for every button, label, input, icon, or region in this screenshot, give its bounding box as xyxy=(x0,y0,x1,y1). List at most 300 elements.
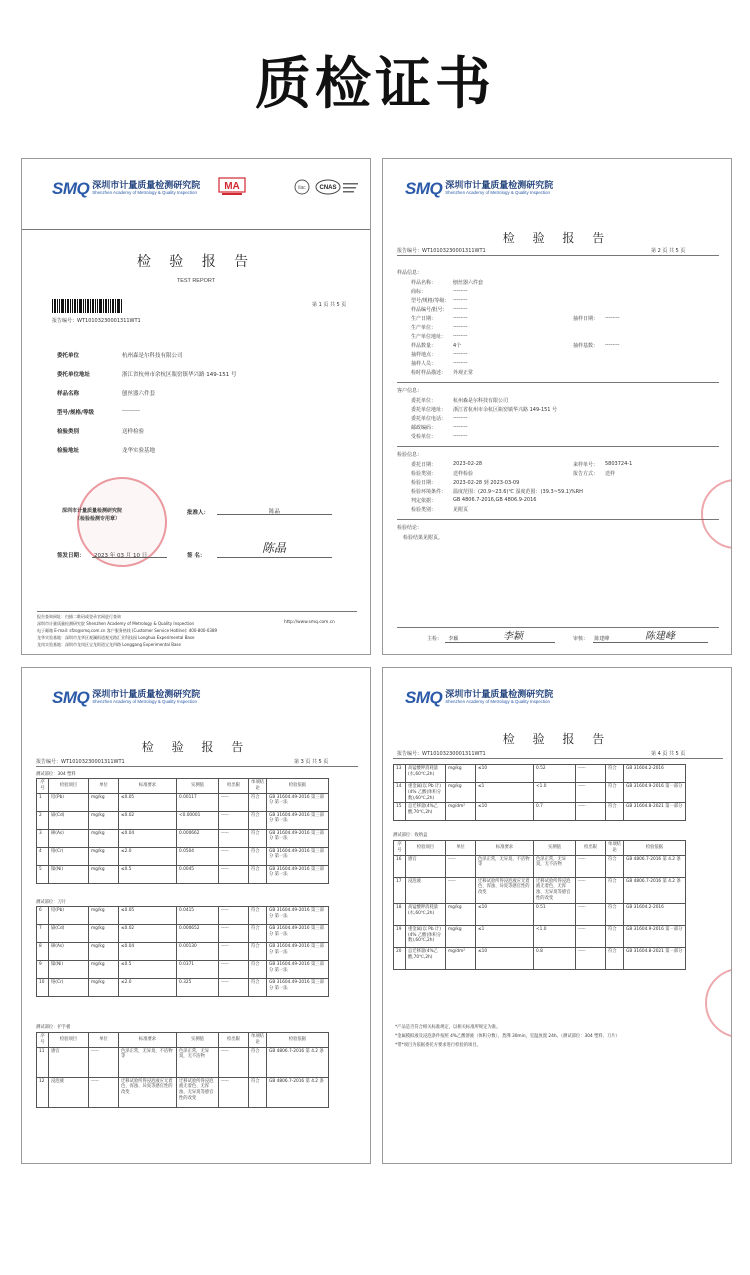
table-cell: <0.00001 xyxy=(177,811,219,829)
table-cell: mg/kg xyxy=(446,925,476,947)
table-header-row xyxy=(37,779,329,794)
column-header: 单位 xyxy=(89,779,119,794)
info-label: 委托单位： xyxy=(411,398,437,404)
info-value: 送样检验 xyxy=(453,471,474,477)
table-cell: 镉(Cd) xyxy=(49,925,89,943)
column-header: 检验项目 xyxy=(406,841,446,856)
table-cell: mg/kg xyxy=(89,865,119,883)
table-row xyxy=(394,903,686,925)
table-cell: 16 xyxy=(394,855,406,877)
table-cell: GB 4806.7-2016 第 4.2 条 xyxy=(267,1047,329,1077)
field-value: --------- xyxy=(122,408,140,414)
table-cell: mg/kg xyxy=(446,903,476,925)
column-header: 序号 xyxy=(37,779,49,794)
field-label: 委托单位地址 xyxy=(57,372,91,378)
info-value: -------- xyxy=(453,415,468,421)
report-no-label: 报告编号： xyxy=(52,318,78,324)
reviewer-signature: 陈建峰 xyxy=(645,631,675,642)
info-value: -------- xyxy=(453,315,468,321)
table-cell: 6 xyxy=(37,907,49,925)
table-row xyxy=(37,979,329,997)
table-cell: 0.7 xyxy=(534,803,576,821)
table-cell: 符合 xyxy=(249,811,267,829)
table-cell: mg/kg xyxy=(89,829,119,847)
results-table xyxy=(36,1032,329,1108)
info-value: -------- xyxy=(605,342,620,348)
table-cell: 色泽正常，无异臭，无不洁物 xyxy=(177,1047,219,1077)
table-cell: GB 4806.7-2016 第 4.2 条 xyxy=(624,877,686,903)
table-cell: ≤0.02 xyxy=(119,811,177,829)
info-value: -------- xyxy=(453,360,468,366)
table-cell: ≤0.04 xyxy=(119,829,177,847)
report-page-2 xyxy=(382,158,732,655)
table-cell: GB 4806.7-2016 第 4.2 条 xyxy=(624,855,686,877)
table-row xyxy=(394,947,686,969)
table-cell: ≤10 xyxy=(476,947,534,969)
section-label: 测试部位：刀片 xyxy=(36,900,67,905)
info-label: 生产日期： xyxy=(411,316,437,322)
field-label: 检验地址 xyxy=(57,448,80,454)
footer-line: 报告查询网址：扫描二维码或登录官网进行查询 xyxy=(37,614,121,619)
info-value: -------- xyxy=(453,324,468,330)
divider xyxy=(397,382,719,383)
column-header: 标准要求 xyxy=(119,1033,177,1048)
info-value: -------- xyxy=(605,315,620,321)
info-label: 生产单位： xyxy=(411,325,437,331)
footer-line: 龙华实验基地：深圳市龙华区观澜街道观光路汇业科技园 Longhua Experimental Base xyxy=(37,635,195,640)
table-cell: ----- xyxy=(219,907,249,925)
smq-logo: SMQ xyxy=(52,179,90,198)
table-row xyxy=(394,877,686,903)
cnas-logo-text: CNAS xyxy=(319,185,337,191)
table-cell: ----- xyxy=(576,903,606,925)
footer-line: 龙岗实验基地：深圳市龙岗区宝龙街道宝龙四路 Longgang Experimental Base xyxy=(37,642,181,647)
table-cell: ≤0.5 xyxy=(119,961,177,979)
report-no-label: 报告编号： xyxy=(397,751,423,757)
table-cell: ≤1 xyxy=(476,925,534,947)
table-cell: ----- xyxy=(576,803,606,821)
info-value: 2023-02-28 xyxy=(453,461,483,467)
stamp-use: （检验检测专用章） xyxy=(75,516,121,522)
info-value: -------- xyxy=(453,288,468,294)
brand-name-en: Shenzhen Academy of Metrology & Quality Inspection xyxy=(445,190,550,196)
table-cell: 符合 xyxy=(606,877,624,903)
report-no: WT10103230001311WT1 xyxy=(422,751,486,757)
report-title: 检 验 报 告 xyxy=(136,254,256,270)
info-label: 生产单位地址： xyxy=(411,334,447,340)
barcode-icon xyxy=(52,299,123,313)
smq-brand xyxy=(52,179,200,199)
info-label: 商标： xyxy=(411,289,427,295)
table-row xyxy=(394,855,686,877)
table-cell: mg/kg xyxy=(89,979,119,997)
report-title: 检 验 报 告 xyxy=(502,231,612,245)
info-label: 判定依据： xyxy=(411,498,437,504)
info-label: 样品编号/批号： xyxy=(411,307,448,313)
table-cell: ----- xyxy=(219,829,249,847)
table-cell: 0.0371 xyxy=(177,961,219,979)
table-cell: 11 xyxy=(37,1047,49,1077)
report-page-4 xyxy=(382,667,732,1164)
column-header: 序号 xyxy=(37,1033,49,1048)
report-page-1 xyxy=(21,158,371,655)
report-no-label: 报告编号： xyxy=(36,759,62,765)
table-row xyxy=(37,793,329,811)
column-header: 实测值 xyxy=(534,841,576,856)
table-cell: 0.0504 xyxy=(177,847,219,865)
table-header-row xyxy=(37,1033,329,1048)
info-value: -------- xyxy=(453,433,468,439)
results-table xyxy=(36,778,329,884)
table-cell: mg/dm² xyxy=(446,947,476,969)
table-cell: mg/kg xyxy=(89,943,119,961)
table-row xyxy=(37,811,329,829)
table-cell: <1.0 xyxy=(534,925,576,947)
table-cell: 5 xyxy=(37,865,49,883)
info-value: 刨丝器六件套 xyxy=(453,280,484,286)
table-cell: 13 xyxy=(394,765,406,783)
results-table xyxy=(393,764,686,821)
info-label: 抽样地点： xyxy=(411,352,437,358)
info-value: -------- xyxy=(453,306,468,312)
section-header: 检验结论： xyxy=(397,525,423,531)
approver-name: 陈晶 xyxy=(269,509,281,515)
table-row xyxy=(37,961,329,979)
table-cell: ----- xyxy=(219,847,249,865)
section-label: 测试部位：304 塑料 xyxy=(36,772,76,777)
brand-name-cn: 深圳市计量质量检测研究院 xyxy=(92,689,201,700)
smq-logo: SMQ xyxy=(52,688,90,707)
table-cell: ----- xyxy=(219,925,249,943)
table-cell: ≤2.0 xyxy=(119,979,177,997)
footer-line: 深圳市计量质量检测研究院 Shenzhen Academy of Metrology & Quality Inspection xyxy=(37,621,195,626)
table-cell: GB 31604.2-2016 xyxy=(624,765,686,783)
table-cell: GB 31604.49-2016 第三部分 第一法 xyxy=(267,907,329,925)
smq-brand xyxy=(405,688,553,708)
smq-logo: SMQ xyxy=(405,179,443,198)
table-cell: ----- xyxy=(219,961,249,979)
table-cell: 浸泡液 xyxy=(49,1077,89,1107)
seal-edge-icon xyxy=(705,968,732,1038)
info-value: 浙江省杭州市余杭区瓶窑镇华兴路 149-151 号 xyxy=(453,407,558,413)
conclusion-text: 检验结果见附页。 xyxy=(403,535,444,541)
table-cell: 12 xyxy=(37,1077,49,1107)
info-label: 抽样基数： xyxy=(573,343,599,349)
table-cell: 7 xyxy=(37,925,49,943)
column-header: 单项结论 xyxy=(249,1033,267,1048)
table-cell: 高锰酸钾消耗量(水,60℃,2h) xyxy=(406,765,446,783)
table-cell: ≤10 xyxy=(476,903,534,925)
signature-label: 签 名： xyxy=(187,553,206,559)
table-cell: GB 31604.49-2016 第三部分 第一法 xyxy=(267,979,329,997)
table-cell: 18 xyxy=(394,903,406,925)
info-value: -------- xyxy=(453,333,468,339)
table-cell: ----- xyxy=(576,877,606,903)
table-cell: mg/kg xyxy=(89,793,119,811)
table-row xyxy=(394,783,686,803)
info-value: 杭州森是尔科技有限公司 xyxy=(453,398,509,404)
column-header: 标准要求 xyxy=(119,779,177,794)
cma-logo-text: MA xyxy=(224,181,240,192)
table-cell: 符合 xyxy=(249,961,267,979)
table-cell: 高锰酸钾消耗量(水,60℃,2h) xyxy=(406,903,446,925)
table-cell: ----- xyxy=(219,1077,249,1107)
info-label: 检时样品描述： xyxy=(411,370,447,376)
column-header: 序号 xyxy=(394,841,406,856)
column-header: 检验项目 xyxy=(49,779,89,794)
table-row xyxy=(37,1077,329,1107)
info-value: -------- xyxy=(453,297,468,303)
brand-name-en: Shenzhen Academy of Metrology & Quality Inspection xyxy=(445,699,550,705)
info-label: 抽样日期： xyxy=(573,316,599,322)
page-number: 第 2 页 共 5 页 xyxy=(651,248,686,254)
field-label: 型号/规格/等级 xyxy=(57,410,95,416)
column-header: 实测值 xyxy=(177,779,219,794)
brand-name-cn: 深圳市计量质量检测研究院 xyxy=(445,180,554,191)
table-cell: 17 xyxy=(394,877,406,903)
signature: 陈晶 xyxy=(262,541,287,555)
table-cell: ----- xyxy=(576,925,606,947)
table-cell: GB 31604.8-2021 第一部分 xyxy=(624,803,686,821)
info-label: 型号/规格/等级： xyxy=(411,298,450,304)
table-cell: 0.0045 xyxy=(177,865,219,883)
table-cell: 0.0415 xyxy=(177,907,219,925)
column-header: 检验依据 xyxy=(624,841,686,856)
table-cell: mg/kg xyxy=(446,783,476,803)
table-cell: mg/kg xyxy=(89,961,119,979)
brand-name-en: Shenzhen Academy of Metrology & Quality Inspection xyxy=(92,699,197,705)
info-value: GB 4806.7-2016,GB 4806.9-2016 xyxy=(453,497,537,503)
table-cell: mg/kg xyxy=(89,811,119,829)
table-cell: 20 xyxy=(394,947,406,969)
table-cell: GB 31604.49-2016 第三部分 第一法 xyxy=(267,793,329,811)
table-cell: GB 31604.49-2016 第三部分 第一法 xyxy=(267,961,329,979)
table-cell: 15 xyxy=(394,803,406,821)
table-cell: GB 4806.7-2016 第 4.2 条 xyxy=(267,1077,329,1107)
table-cell: 重金属(以 Pb 计)(4% 乙酸(体积分数),60℃,2h) xyxy=(406,783,446,803)
info-label: 检验类别： xyxy=(411,507,437,513)
table-cell: 总迁移量(4%乙酸,70℃,2h) xyxy=(406,947,446,969)
table-cell: ----- xyxy=(576,765,606,783)
table-cell: 符合 xyxy=(249,943,267,961)
info-value: 外观正常 xyxy=(453,370,474,376)
info-label: 来样单号： xyxy=(573,462,599,468)
seal-edge-icon xyxy=(701,479,732,549)
column-header: 单位 xyxy=(446,841,476,856)
table-cell: 符合 xyxy=(606,855,624,877)
table-cell: GB 31604.49-2016 第三部分 第一法 xyxy=(267,865,329,883)
section-header: 检验信息： xyxy=(397,452,423,458)
table-cell: 铅(Pb) xyxy=(49,793,89,811)
table-cell: 符合 xyxy=(249,907,267,925)
report-no: WT10103230001311WT1 xyxy=(77,318,141,324)
info-label: 检验日期： xyxy=(411,480,437,486)
field-value: 龙华实验基地 xyxy=(122,448,156,454)
table-cell: 0.000662 xyxy=(177,829,219,847)
table-cell: GB 31604.49-2016 第三部分 第一法 xyxy=(267,925,329,943)
report-no: WT10103230001311WT1 xyxy=(61,759,125,765)
table-cell: 符合 xyxy=(606,947,624,969)
table-cell: 0.8 xyxy=(534,947,576,969)
report-no: WT10103230001311WT1 xyxy=(422,248,486,254)
table-cell: 4 xyxy=(37,847,49,865)
info-value: 送样 xyxy=(605,471,616,477)
cnas-logo-icon xyxy=(292,177,362,197)
table-cell: 感官 xyxy=(49,1047,89,1077)
table-cell: ----- xyxy=(576,783,606,803)
table-cell: 镍(Ni) xyxy=(49,865,89,883)
footer-line: 电子邮箱 E-mail: sfzs@smq.com.cn 客户服务热线 (Customer Service Hotline): 400-800-0389 xyxy=(37,628,218,633)
table-cell: 浸泡液 xyxy=(406,877,446,903)
table-cell: 砷(As) xyxy=(49,829,89,847)
table-cell: GB 31604.49-2016 第三部分 第一法 xyxy=(267,811,329,829)
table-row xyxy=(394,803,686,821)
table-row xyxy=(37,829,329,847)
table-cell: 色泽正常，无异臭、不洁物等 xyxy=(119,1047,177,1077)
table-cell: mg/kg xyxy=(89,847,119,865)
reviewer-name: 陈建峰 xyxy=(594,636,610,642)
table-cell: ----- xyxy=(576,947,606,969)
column-header: 单项结论 xyxy=(606,841,624,856)
info-label: 委托单位地址： xyxy=(411,407,447,413)
table-row xyxy=(37,907,329,925)
table-cell: 符合 xyxy=(249,829,267,847)
table-cell: 色泽正常，无异臭、不洁物等 xyxy=(476,855,534,877)
stamp-org: 深圳市计量质量检测研究院 xyxy=(62,508,123,514)
table-cell: ----- xyxy=(219,979,249,997)
table-cell: 8 xyxy=(37,943,49,961)
column-header: 实测值 xyxy=(177,1033,219,1048)
info-label: 样品名称： xyxy=(411,280,437,286)
table-cell: ----- xyxy=(89,1077,119,1107)
table-cell: GB 31604.49-2016 第三部分 第一法 xyxy=(267,943,329,961)
svg-text:ilac: ilac xyxy=(298,185,306,191)
table-header-row xyxy=(394,841,686,856)
website-link[interactable]: http://www.smq.com.cn xyxy=(284,620,335,625)
table-cell: GB 31604.8-2021 第一部分 xyxy=(624,947,686,969)
smq-brand xyxy=(405,179,553,199)
info-value: 5803724-1 xyxy=(605,461,633,467)
table-cell: 符合 xyxy=(249,847,267,865)
table-cell: 符合 xyxy=(606,803,624,821)
table-cell: 3 xyxy=(37,829,49,847)
table-cell: 镍(Ni) xyxy=(49,961,89,979)
table-cell: 符合 xyxy=(249,793,267,811)
table-cell: GB 31604.49-2016 第三部分 第一法 xyxy=(267,847,329,865)
field-value: 送样检验 xyxy=(122,429,145,435)
table-cell: ≤0.05 xyxy=(119,793,177,811)
smq-logo: SMQ xyxy=(405,688,443,707)
note-line: *金属模拟液及浸泡条件按照 4%乙酸溶液（体积分数），煮沸 30min，室温放置 24h。（测试部位：304 塑料、刀片） xyxy=(395,1034,620,1039)
field-label: 检验类别 xyxy=(57,429,80,435)
issue-date-label: 签发日期： xyxy=(57,553,85,559)
divider xyxy=(397,519,719,520)
section-header: 样品信息： xyxy=(397,270,423,276)
table-row xyxy=(37,865,329,883)
column-header: 检验依据 xyxy=(267,1033,329,1048)
issue-date: 2023 年 03 月 10 日 xyxy=(94,553,148,559)
table-cell: 迁移试验所得浸泡液应无着色、浑浊、异臭等感官性的改变 xyxy=(476,877,534,903)
checker-signature: 李颖 xyxy=(503,631,523,642)
table-cell: mg/kg xyxy=(89,925,119,943)
checker-name: 李颖 xyxy=(448,636,459,642)
table-row xyxy=(37,847,329,865)
reviewer-label: 审核： xyxy=(573,636,589,642)
table-cell: 1 xyxy=(37,793,49,811)
info-label: 检验类别： xyxy=(411,471,437,477)
table-cell: ----- xyxy=(446,877,476,903)
table-cell: 符合 xyxy=(249,865,267,883)
field-value: 刨丝器六件套 xyxy=(122,391,156,397)
table-cell: 0.000652 xyxy=(177,925,219,943)
table-cell: 0.52 xyxy=(534,765,576,783)
table-cell: 色泽正常，无异臭，无不洁物 xyxy=(534,855,576,877)
info-label: 检验环境条件： xyxy=(411,489,447,495)
table-cell: ≤1 xyxy=(476,783,534,803)
info-value: 温度范围：(20.9~23.6)℃ 湿度范围：(39.3~59.1)%RH xyxy=(453,489,583,495)
note-line: *带*项目为依据委托方要求进行检验的项目。 xyxy=(395,1043,481,1048)
table-cell: 感官 xyxy=(406,855,446,877)
table-cell: 符合 xyxy=(249,925,267,943)
table-cell: 符合 xyxy=(249,979,267,997)
column-header: 检出限 xyxy=(219,779,249,794)
info-label: 受检单位： xyxy=(411,434,437,440)
column-header: 检出限 xyxy=(576,841,606,856)
table-cell: GB 31604.2-2016 xyxy=(624,903,686,925)
field-value: 杭州森是尔科技有限公司 xyxy=(122,353,183,359)
approver-label: 批准人： xyxy=(187,510,210,516)
table-cell: ≤2.0 xyxy=(119,847,177,865)
info-value: 4个 xyxy=(453,343,462,349)
table-cell: ----- xyxy=(446,855,476,877)
info-label: 委托单位电话： xyxy=(411,416,447,422)
results-table xyxy=(36,906,329,997)
info-label: 邮政编码： xyxy=(411,425,437,431)
page-number: 第 3 页 共 5 页 xyxy=(294,759,329,765)
info-value: 见附页 xyxy=(453,507,469,513)
column-header: 检验项目 xyxy=(49,1033,89,1048)
table-cell: ≤0.5 xyxy=(119,865,177,883)
table-cell: ----- xyxy=(219,943,249,961)
report-page-3 xyxy=(21,667,371,1164)
info-value: 2023-02-28 到 2023-03-09 xyxy=(453,480,520,486)
column-header: 检验依据 xyxy=(267,779,329,794)
report-no-label: 报告编号： xyxy=(397,248,423,254)
table-cell: 镉(Cd) xyxy=(49,811,89,829)
table-cell: ----- xyxy=(219,793,249,811)
column-header: 单项结论 xyxy=(249,779,267,794)
table-cell: 砷(As) xyxy=(49,943,89,961)
table-cell: mg/kg xyxy=(89,907,119,925)
section-label: 测试部位：护手板 xyxy=(36,1025,71,1030)
table-cell: 符合 xyxy=(606,765,624,783)
table-cell: ----- xyxy=(219,811,249,829)
page-number: 第 1 页 共 5 页 xyxy=(312,302,347,308)
section-label: 测试部位：收纳盒 xyxy=(393,833,428,838)
cma-logo-icon xyxy=(218,177,246,197)
table-cell: 9 xyxy=(37,961,49,979)
field-label: 样品名称 xyxy=(57,391,80,397)
results-table xyxy=(393,840,686,970)
table-cell: 迁移试验所得浸泡液应无着色、浑浊、异臭等感官性的改变 xyxy=(119,1077,177,1107)
table-cell: 符合 xyxy=(606,783,624,803)
table-cell: ----- xyxy=(219,865,249,883)
table-cell: ----- xyxy=(89,1047,119,1077)
section-header: 客户信息： xyxy=(397,388,423,394)
field-label: 委托单位 xyxy=(57,353,80,359)
table-cell: 2 xyxy=(37,811,49,829)
report-subtitle: TEST REPORT xyxy=(176,278,216,284)
